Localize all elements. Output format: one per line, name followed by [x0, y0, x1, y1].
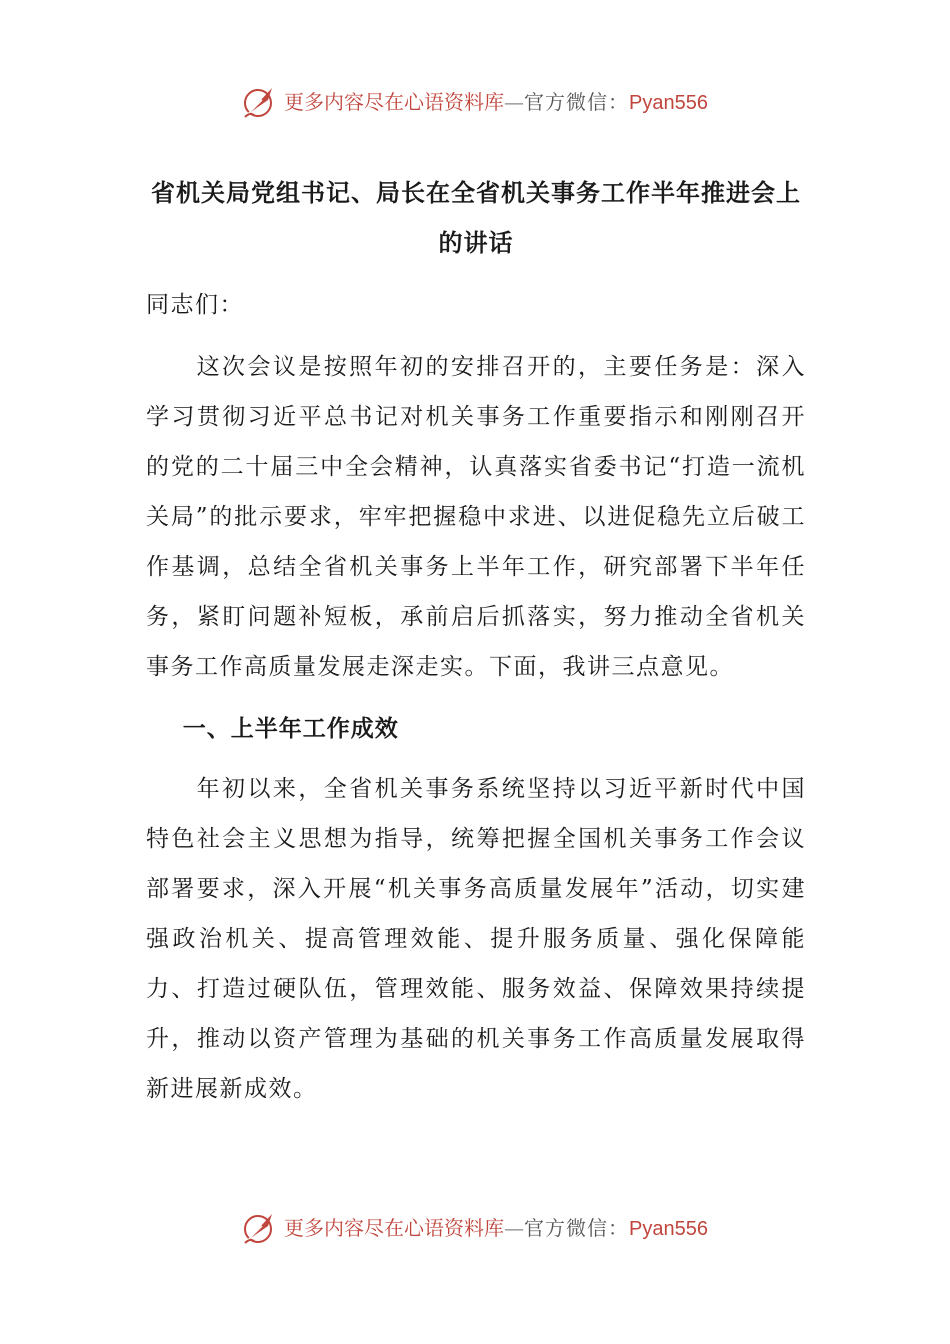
banner-dash: —	[504, 89, 525, 114]
banner-dash: —	[504, 1215, 525, 1240]
document-body	[146, 280, 806, 1114]
banner-wechat-id: Pyan556	[629, 1217, 708, 1240]
banner-wechat-label: 官方微信：	[524, 1215, 630, 1240]
quill-pen-logo-icon	[242, 1210, 278, 1246]
banner-site-name: 更多内容尽在心语资料库	[284, 89, 505, 114]
banner-text	[284, 89, 708, 114]
header-banner	[0, 82, 950, 122]
banner-site-name: 更多内容尽在心语资料库	[284, 1215, 505, 1240]
salutation: 同志们：	[146, 292, 244, 318]
quill-pen-logo-icon	[242, 84, 278, 120]
banner-wechat-label: 官方微信：	[524, 89, 630, 114]
banner-text	[284, 1215, 708, 1240]
body-paragraph: 年初以来，全省机关事务系统坚持以习近平新时代中国特色社会主义思想为指导，统筹把握全国机关事务工作会议部署要求，深入开展“机关事务高质量发展年”活动，切实建强政治机关、提高管理效能、提升服务质量、强化保障能力、打造过硬队伍，管理效能、服务效益、保障效果持续提升，推动以资产管理为基础的机关事务工作高质量发展取得新进展新成效。	[146, 776, 806, 1102]
section-heading: 一、上半年工作成效	[182, 716, 399, 742]
document-title: 省机关局党组书记、局长在全省机关事务工作半年推进会上的讲话	[151, 179, 801, 257]
footer-banner	[0, 1208, 950, 1248]
banner-wechat-id: Pyan556	[629, 91, 708, 114]
body-paragraph: 这次会议是按照年初的安排召开的，主要任务是：深入学习贯彻习近平总书记对机关事务工作重要指示和刚刚召开的党的二十届三中全会精神，认真落实省委书记“打造一流机关局”的批示要求，牢牢把握稳中求进、以进促稳先立后破工作基调，总结全省机关事务上半年工作，研究部署下半年任务，紧盯问题补短板，承前启后抓落实，努力推动全省机关事务工作高质量发展走深走实。下面，我讲三点意见。	[146, 354, 806, 680]
